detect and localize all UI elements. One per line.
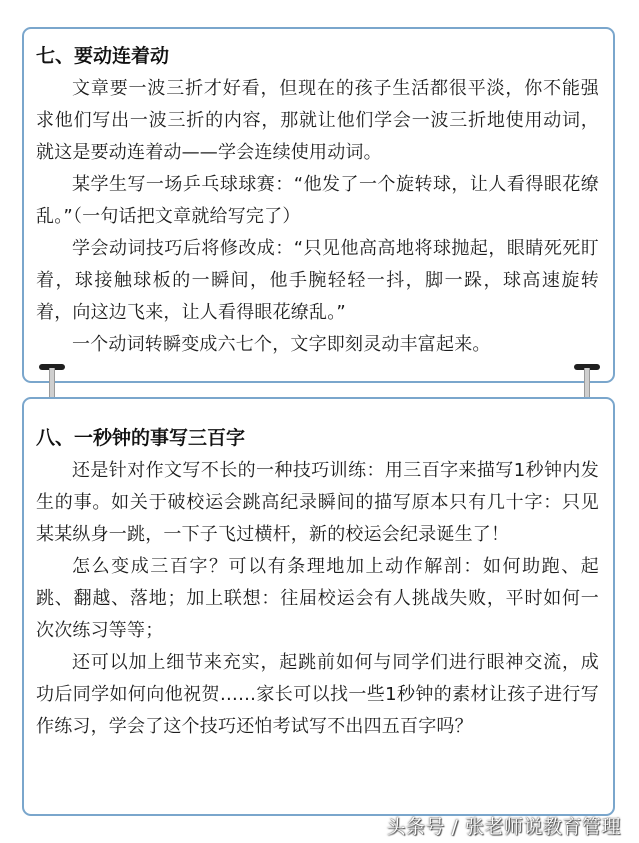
section-card-eight	[22, 397, 615, 816]
paragraph: 学会动词技巧后将修改成：“只见他高高地将球抛起，眼睛死死盯着，球接触球板的一瞬间，他手腕轻轻一抖，脚一跺，球高速旋转着，向这边飞来，让人看得眼花缭乱。”	[36, 238, 599, 323]
section-card-seven	[22, 27, 615, 383]
paragraph: 某学生写一场乒乓球球赛：“他发了一个旋转球，让人看得眼花缭乱。”（一句话把文章就给写完了）	[36, 174, 599, 227]
paragraph: 文章要一波三折才好看，但现在的孩子生活都很平淡，你不能强求他们写出一波三折的内容，那就让他们学会一波三折地使用动词，就这是要动连着动——学会连续使用动词。	[36, 78, 599, 163]
section-title: 八、一秒钟的事写三百字	[36, 427, 246, 449]
paragraph: 还是针对作文写不长的一种技巧训练：用三百字来描写1秒钟内发生的事。如关于破校运会跳高纪录瞬间的描写原本只有几十字：只见某某纵身一跳，一下子飞过横杆，新的校运会纪录诞生了！	[36, 460, 599, 545]
section-title: 七、要动连着动	[36, 45, 170, 67]
paragraph: 一个动词转瞬变成六七个，文字即刻灵动丰富起来。	[72, 334, 491, 355]
paragraph: 还可以加上细节来充实，起跳前如何与同学们进行眼神交流，成功后同学如何向他祝贺……家长可以找一些1秒钟的素材让孩子进行写作练习，学会了这个技巧还怕考试写不出四五百字吗？	[36, 652, 599, 737]
watermark: 头条号 / 张老师说教育管理	[386, 816, 621, 838]
paragraph: 怎么变成三百字？可以有条理地加上动作解剖：如何助跑、起跳、翻越、落地；加上联想：往届校运会有人挑战失败，平时如何一次次练习等等；	[36, 556, 599, 641]
